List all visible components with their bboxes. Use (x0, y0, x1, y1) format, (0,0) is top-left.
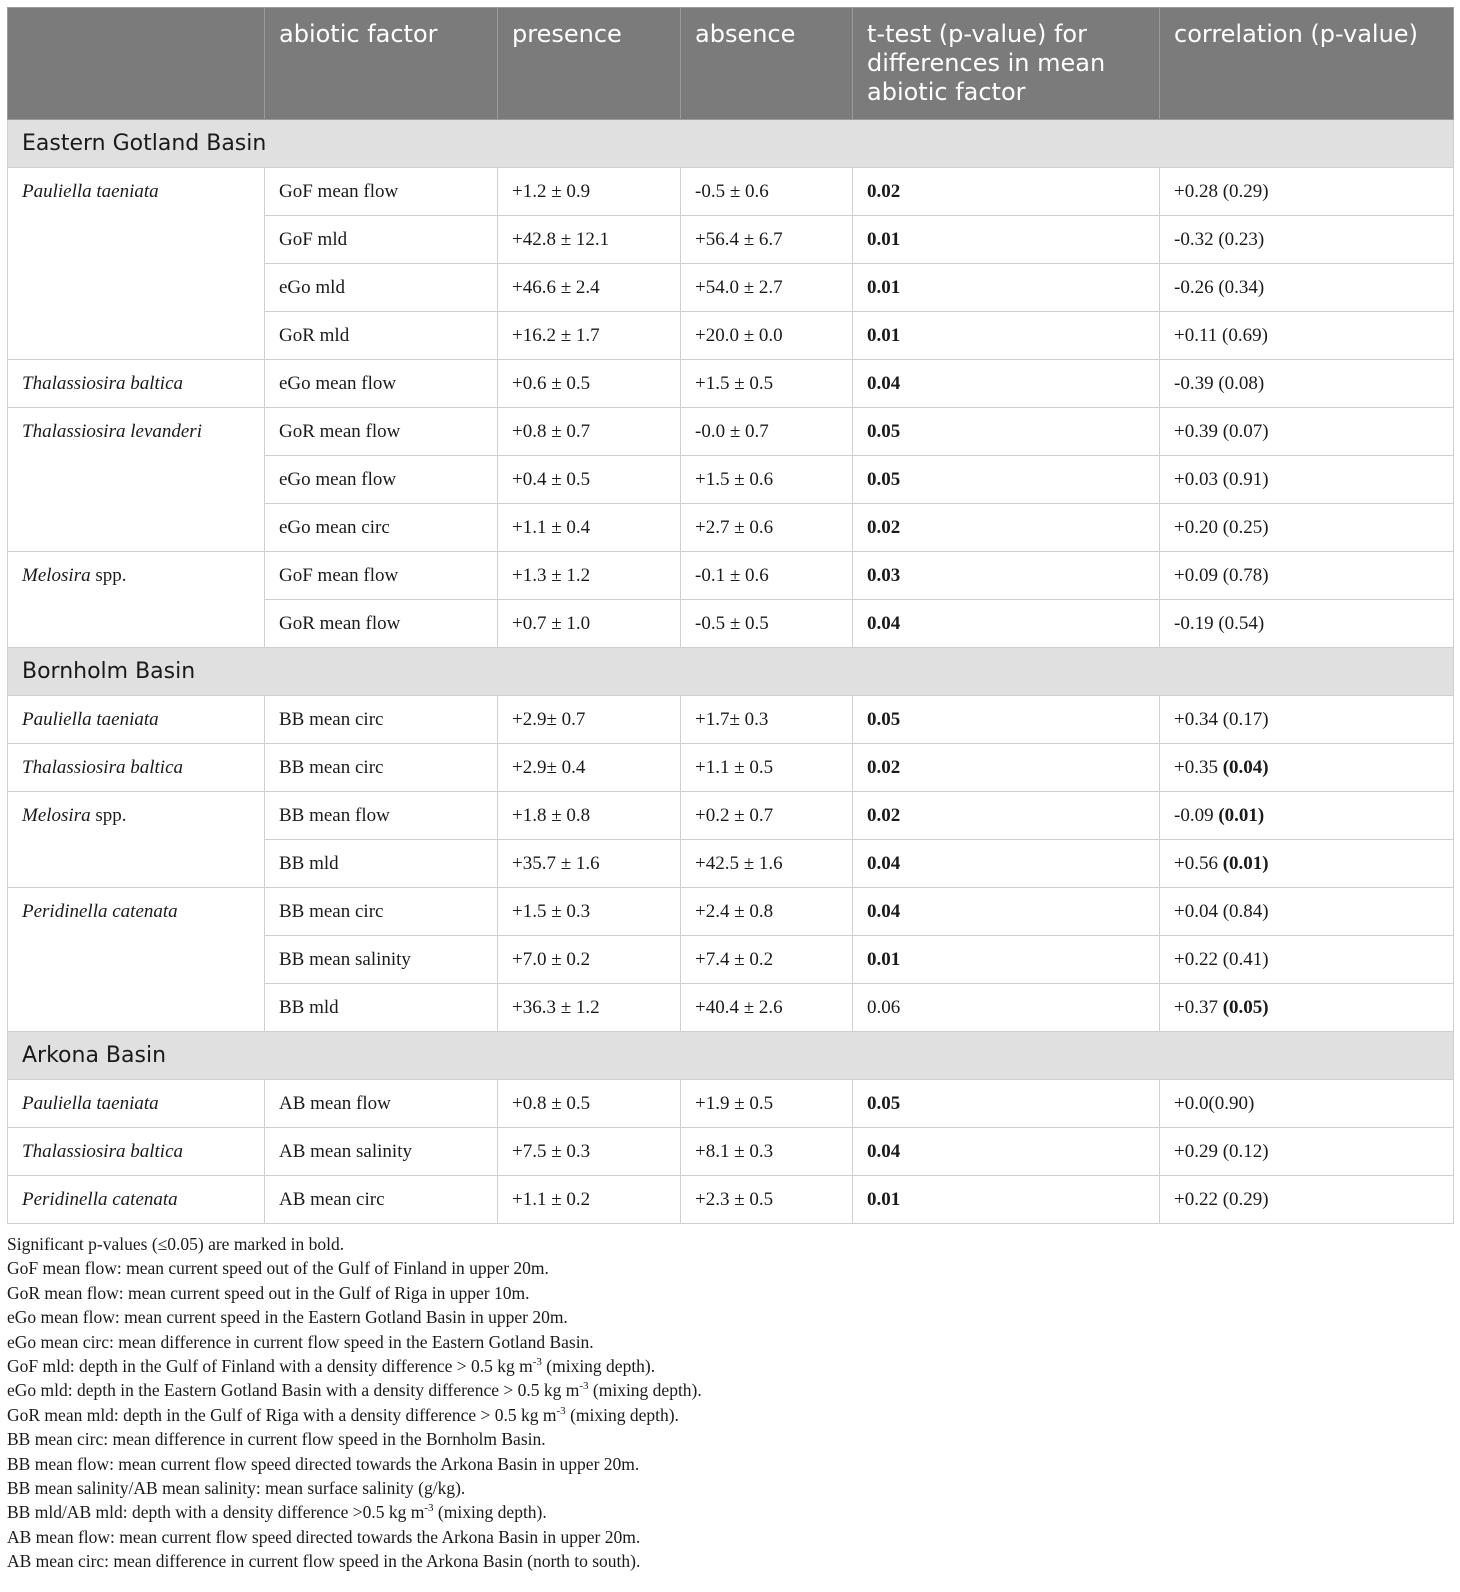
correlation-cell (1160, 984, 1454, 1032)
factor-cell: BB mld (265, 984, 498, 1032)
presence-cell: +35.7 ± 1.6 (498, 840, 681, 888)
factor-cell: eGo mean flow (265, 456, 498, 504)
correlation-pvalue: (0.04) (1222, 756, 1269, 778)
factor-cell: BB mean circ (265, 888, 498, 936)
footnote-line (7, 1500, 1453, 1524)
absence-cell: +1.5 ± 0.6 (681, 456, 853, 504)
absence-cell: +8.1 ± 0.3 (681, 1128, 853, 1176)
presence-cell: +0.8 ± 0.5 (498, 1080, 681, 1128)
presence-cell: +1.1 ± 0.2 (498, 1176, 681, 1224)
presence-cell: +0.6 ± 0.5 (498, 360, 681, 408)
ttest-value: 0.04 (867, 1140, 901, 1162)
presence-cell: +46.6 ± 2.4 (498, 264, 681, 312)
correlation-value: +0.28 (0.29) (1174, 180, 1269, 202)
absence-cell: +1.9 ± 0.5 (681, 1080, 853, 1128)
ttest-cell (853, 888, 1160, 936)
species-cell (8, 888, 265, 1032)
presence-cell: +1.3 ± 1.2 (498, 552, 681, 600)
correlation-cell (1160, 552, 1454, 600)
ttest-cell (853, 1080, 1160, 1128)
correlation-cell (1160, 840, 1454, 888)
footnote-line (7, 1427, 1453, 1451)
factor-cell: AB mean salinity (265, 1128, 498, 1176)
section-row (8, 648, 1454, 696)
correlation-value: -0.19 (0.54) (1174, 612, 1265, 634)
table-row (8, 360, 1454, 408)
ttest-value: 0.04 (867, 852, 901, 874)
ttest-value: 0.04 (867, 612, 901, 634)
footnote-text-end: (mixing depth). (541, 1356, 656, 1377)
absence-cell: -0.5 ± 0.6 (681, 168, 853, 216)
footnote-text: AB mean flow: mean current flow speed directed towards the Arkona Basin in upper 20m. (7, 1526, 641, 1547)
absence-cell: +42.5 ± 1.6 (681, 840, 853, 888)
species-cell (8, 552, 265, 648)
footnote-text: eGo mld: depth in the Eastern Gotland Basin with a density difference > 0.5 kg m (7, 1380, 580, 1401)
presence-cell: +1.1 ± 0.4 (498, 504, 681, 552)
footnote-text: AB mean circ: mean difference in current flow speed in the Arkona Basin (north to south). (7, 1551, 641, 1572)
ttest-cell (853, 312, 1160, 360)
table-row (8, 168, 1454, 216)
species-name: Thalassiosira baltica (22, 1141, 183, 1162)
table-row (8, 792, 1454, 840)
section-row (8, 120, 1454, 168)
correlation-value: +0.35 (1174, 756, 1218, 778)
table-container (7, 7, 1453, 1574)
presence-cell: +36.3 ± 1.2 (498, 984, 681, 1032)
results-table (7, 7, 1454, 1224)
ttest-cell (853, 1128, 1160, 1176)
correlation-value: +0.03 (0.91) (1174, 468, 1269, 490)
footnote-exponent: -3 (579, 1380, 589, 1393)
presence-cell: +0.8 ± 0.7 (498, 408, 681, 456)
ttest-value: 0.02 (867, 804, 901, 826)
ttest-value: 0.01 (867, 948, 901, 970)
absence-cell: +0.2 ± 0.7 (681, 792, 853, 840)
absence-cell: +7.4 ± 0.2 (681, 936, 853, 984)
species-cell (8, 408, 265, 552)
correlation-value: -0.39 (0.08) (1174, 372, 1265, 394)
species-name: Pauliella taeniata (22, 1093, 159, 1114)
ttest-cell (853, 216, 1160, 264)
factor-cell: GoF mean flow (265, 552, 498, 600)
ttest-cell (853, 552, 1160, 600)
correlation-cell (1160, 1080, 1454, 1128)
absence-cell: +1.5 ± 0.5 (681, 360, 853, 408)
presence-cell: +0.4 ± 0.5 (498, 456, 681, 504)
footnote-line (7, 1330, 1453, 1354)
correlation-value: +0.34 (0.17) (1174, 708, 1269, 730)
ttest-cell (853, 408, 1160, 456)
factor-cell: GoR mean flow (265, 408, 498, 456)
correlation-cell (1160, 1128, 1454, 1176)
correlation-cell (1160, 168, 1454, 216)
footnote-text: GoR mean mld: depth in the Gulf of Riga with a density difference > 0.5 kg m (7, 1404, 557, 1425)
absence-cell: +56.4 ± 6.7 (681, 216, 853, 264)
factor-cell: AB mean flow (265, 1080, 498, 1128)
correlation-value: +0.20 (0.25) (1174, 516, 1269, 538)
correlation-value: -0.32 (0.23) (1174, 228, 1265, 250)
correlation-cell (1160, 600, 1454, 648)
absence-cell: +2.7 ± 0.6 (681, 504, 853, 552)
footnote-line (7, 1549, 1453, 1573)
footnote-exponent: -3 (424, 1502, 434, 1515)
ttest-value: 0.02 (867, 756, 901, 778)
correlation-cell (1160, 456, 1454, 504)
correlation-cell (1160, 504, 1454, 552)
presence-cell: +7.0 ± 0.2 (498, 936, 681, 984)
absence-cell: -0.1 ± 0.6 (681, 552, 853, 600)
ttest-cell (853, 360, 1160, 408)
correlation-value: +0.29 (0.12) (1174, 1140, 1269, 1162)
correlation-cell (1160, 216, 1454, 264)
correlation-cell (1160, 312, 1454, 360)
table-row (8, 1176, 1454, 1224)
ttest-cell (853, 696, 1160, 744)
correlation-value: +0.04 (0.84) (1174, 900, 1269, 922)
correlation-value: +0.22 (0.29) (1174, 1188, 1269, 1210)
ttest-value: 0.06 (867, 996, 901, 1018)
table-row (8, 1080, 1454, 1128)
table-row (8, 1128, 1454, 1176)
ttest-cell (853, 840, 1160, 888)
presence-cell: +0.7 ± 1.0 (498, 600, 681, 648)
presence-cell: +7.5 ± 0.3 (498, 1128, 681, 1176)
ttest-cell (853, 264, 1160, 312)
correlation-cell (1160, 696, 1454, 744)
species-cell (8, 1176, 265, 1224)
footnote-line (7, 1525, 1453, 1549)
correlation-value: +0.22 (0.41) (1174, 948, 1269, 970)
ttest-value: 0.01 (867, 228, 901, 250)
species-name: Peridinella catenata (22, 901, 178, 922)
correlation-value: +0.56 (1174, 852, 1218, 874)
ttest-cell (853, 984, 1160, 1032)
ttest-value: 0.04 (867, 900, 901, 922)
ttest-cell (853, 168, 1160, 216)
factor-cell: BB mean salinity (265, 936, 498, 984)
correlation-value: +0.37 (1174, 996, 1218, 1018)
correlation-cell (1160, 936, 1454, 984)
correlation-pvalue: (0.01) (1218, 804, 1265, 826)
footnote-text: GoF mld: depth in the Gulf of Finland with a density difference > 0.5 kg m (7, 1356, 533, 1377)
absence-cell: +2.4 ± 0.8 (681, 888, 853, 936)
species-suffix: spp. (90, 805, 127, 826)
footnote-line (7, 1452, 1453, 1476)
section-row (8, 1032, 1454, 1080)
ttest-cell (853, 456, 1160, 504)
correlation-cell (1160, 264, 1454, 312)
table-row (8, 696, 1454, 744)
species-cell (8, 168, 265, 360)
section-title: Bornholm Basin (8, 648, 1454, 696)
correlation-value: -0.09 (1174, 804, 1214, 826)
table-row (8, 888, 1454, 936)
correlation-pvalue: (0.01) (1222, 852, 1269, 874)
presence-cell: +1.2 ± 0.9 (498, 168, 681, 216)
factor-cell: BB mean circ (265, 744, 498, 792)
species-cell (8, 360, 265, 408)
species-name: Peridinella catenata (22, 1189, 178, 1210)
table-body (8, 120, 1454, 1224)
factor-cell: eGo mean flow (265, 360, 498, 408)
absence-cell: -0.0 ± 0.7 (681, 408, 853, 456)
absence-cell: +1.1 ± 0.5 (681, 744, 853, 792)
table-row (8, 552, 1454, 600)
species-suffix: spp. (90, 565, 127, 586)
species-name: Thalassiosira baltica (22, 373, 183, 394)
ttest-cell (853, 936, 1160, 984)
footnote-text: Significant p-values (≤0.05) are marked in bold. (7, 1234, 345, 1254)
ttest-value: 0.05 (867, 468, 901, 490)
footnote-line (7, 1256, 1453, 1280)
header-row (8, 8, 1454, 120)
ttest-cell (853, 744, 1160, 792)
presence-cell: +42.8 ± 12.1 (498, 216, 681, 264)
header-species (8, 8, 265, 120)
correlation-value: +0.39 (0.07) (1174, 420, 1269, 442)
ttest-value: 0.02 (867, 180, 901, 202)
correlation-value: -0.26 (0.34) (1174, 276, 1265, 298)
presence-cell: +16.2 ± 1.7 (498, 312, 681, 360)
species-cell (8, 1128, 265, 1176)
factor-cell: BB mld (265, 840, 498, 888)
header-ttest: t-test (p-value) for differences in mean abiotic factor (853, 8, 1160, 120)
ttest-value: 0.04 (867, 372, 901, 394)
ttest-value: 0.01 (867, 276, 901, 298)
section-title: Arkona Basin (8, 1032, 1454, 1080)
table-row (8, 408, 1454, 456)
presence-cell: +1.5 ± 0.3 (498, 888, 681, 936)
absence-cell: +2.3 ± 0.5 (681, 1176, 853, 1224)
species-name: Pauliella taeniata (22, 709, 159, 730)
ttest-value: 0.02 (867, 516, 901, 538)
section-title: Eastern Gotland Basin (8, 120, 1454, 168)
absence-cell: +40.4 ± 2.6 (681, 984, 853, 1032)
ttest-value: 0.01 (867, 1188, 901, 1210)
factor-cell: AB mean circ (265, 1176, 498, 1224)
species-cell (8, 744, 265, 792)
footnote-line (7, 1476, 1453, 1500)
species-name: Thalassiosira baltica (22, 757, 183, 778)
absence-cell: -0.5 ± 0.5 (681, 600, 853, 648)
factor-cell: GoR mean flow (265, 600, 498, 648)
correlation-cell (1160, 792, 1454, 840)
ttest-cell (853, 600, 1160, 648)
absence-cell: +1.7± 0.3 (681, 696, 853, 744)
footnote-line (7, 1232, 1453, 1256)
ttest-value: 0.05 (867, 420, 901, 442)
footnote-line (7, 1281, 1453, 1305)
footnote-text: BB mean circ: mean difference in current flow speed in the Bornholm Basin. (7, 1429, 546, 1450)
ttest-value: 0.01 (867, 324, 901, 346)
absence-cell: +54.0 ± 2.7 (681, 264, 853, 312)
footnote-text: eGo mean circ: mean difference in current flow speed in the Eastern Gotland Basin. (7, 1331, 594, 1352)
table-footnotes (7, 1232, 1453, 1574)
ttest-value: 0.05 (867, 708, 901, 730)
presence-cell: +1.8 ± 0.8 (498, 792, 681, 840)
footnote-text-end: (mixing depth). (565, 1404, 679, 1425)
correlation-pvalue: (0.05) (1222, 996, 1269, 1018)
correlation-value: +0.11 (0.69) (1174, 324, 1268, 346)
ttest-cell (853, 792, 1160, 840)
header-correlation: correlation (p-value) (1160, 8, 1454, 120)
correlation-value: +0.09 (0.78) (1174, 564, 1269, 586)
correlation-value: +0.0(0.90) (1174, 1092, 1255, 1114)
factor-cell: BB mean flow (265, 792, 498, 840)
correlation-cell (1160, 744, 1454, 792)
table-row (8, 744, 1454, 792)
header-absence: absence (681, 8, 853, 120)
presence-cell: +2.9± 0.4 (498, 744, 681, 792)
ttest-value: 0.05 (867, 1092, 901, 1114)
footnote-text-end: (mixing depth). (433, 1502, 547, 1523)
species-name: Thalassiosira levanderi (22, 421, 202, 442)
footnote-text: BB mld/AB mld: depth with a density difference >0.5 kg m (7, 1502, 425, 1523)
header-presence: presence (498, 8, 681, 120)
footnote-text: GoR mean flow: mean current speed out in the Gulf of Riga in upper 10m. (7, 1282, 530, 1303)
species-cell (8, 792, 265, 888)
species-name: Melosira (22, 565, 91, 586)
correlation-cell (1160, 408, 1454, 456)
factor-cell: BB mean circ (265, 696, 498, 744)
species-cell (8, 696, 265, 744)
footnote-line (7, 1305, 1453, 1329)
factor-cell: eGo mld (265, 264, 498, 312)
species-cell (8, 1080, 265, 1128)
footnote-text: GoF mean flow: mean current speed out of the Gulf of Finland in upper 20m. (7, 1258, 549, 1279)
correlation-cell (1160, 360, 1454, 408)
correlation-cell (1160, 888, 1454, 936)
footnote-text-end: (mixing depth). (588, 1380, 702, 1401)
factor-cell: eGo mean circ (265, 504, 498, 552)
factor-cell: GoF mean flow (265, 168, 498, 216)
footnote-text: BB mean salinity/AB mean salinity: mean surface salinity (g/kg). (7, 1478, 466, 1499)
footnote-line (7, 1354, 1453, 1378)
footnote-text: eGo mean flow: mean current speed in the Eastern Gotland Basin in upper 20m. (7, 1307, 568, 1328)
footnote-line (7, 1378, 1453, 1402)
ttest-value: 0.03 (867, 564, 901, 586)
species-name: Melosira (22, 805, 91, 826)
presence-cell: +2.9± 0.7 (498, 696, 681, 744)
footnote-line (7, 1403, 1453, 1427)
ttest-cell (853, 1176, 1160, 1224)
species-name: Pauliella taeniata (22, 181, 159, 202)
footnote-exponent: -3 (532, 1356, 542, 1369)
factor-cell: GoR mld (265, 312, 498, 360)
header-abiotic-factor: abiotic factor (265, 8, 498, 120)
factor-cell: GoF mld (265, 216, 498, 264)
footnote-text: BB mean flow: mean current flow speed directed towards the Arkona Basin in upper 20m. (7, 1453, 640, 1474)
correlation-cell (1160, 1176, 1454, 1224)
ttest-cell (853, 504, 1160, 552)
absence-cell: +20.0 ± 0.0 (681, 312, 853, 360)
footnote-exponent: -3 (556, 1405, 566, 1418)
